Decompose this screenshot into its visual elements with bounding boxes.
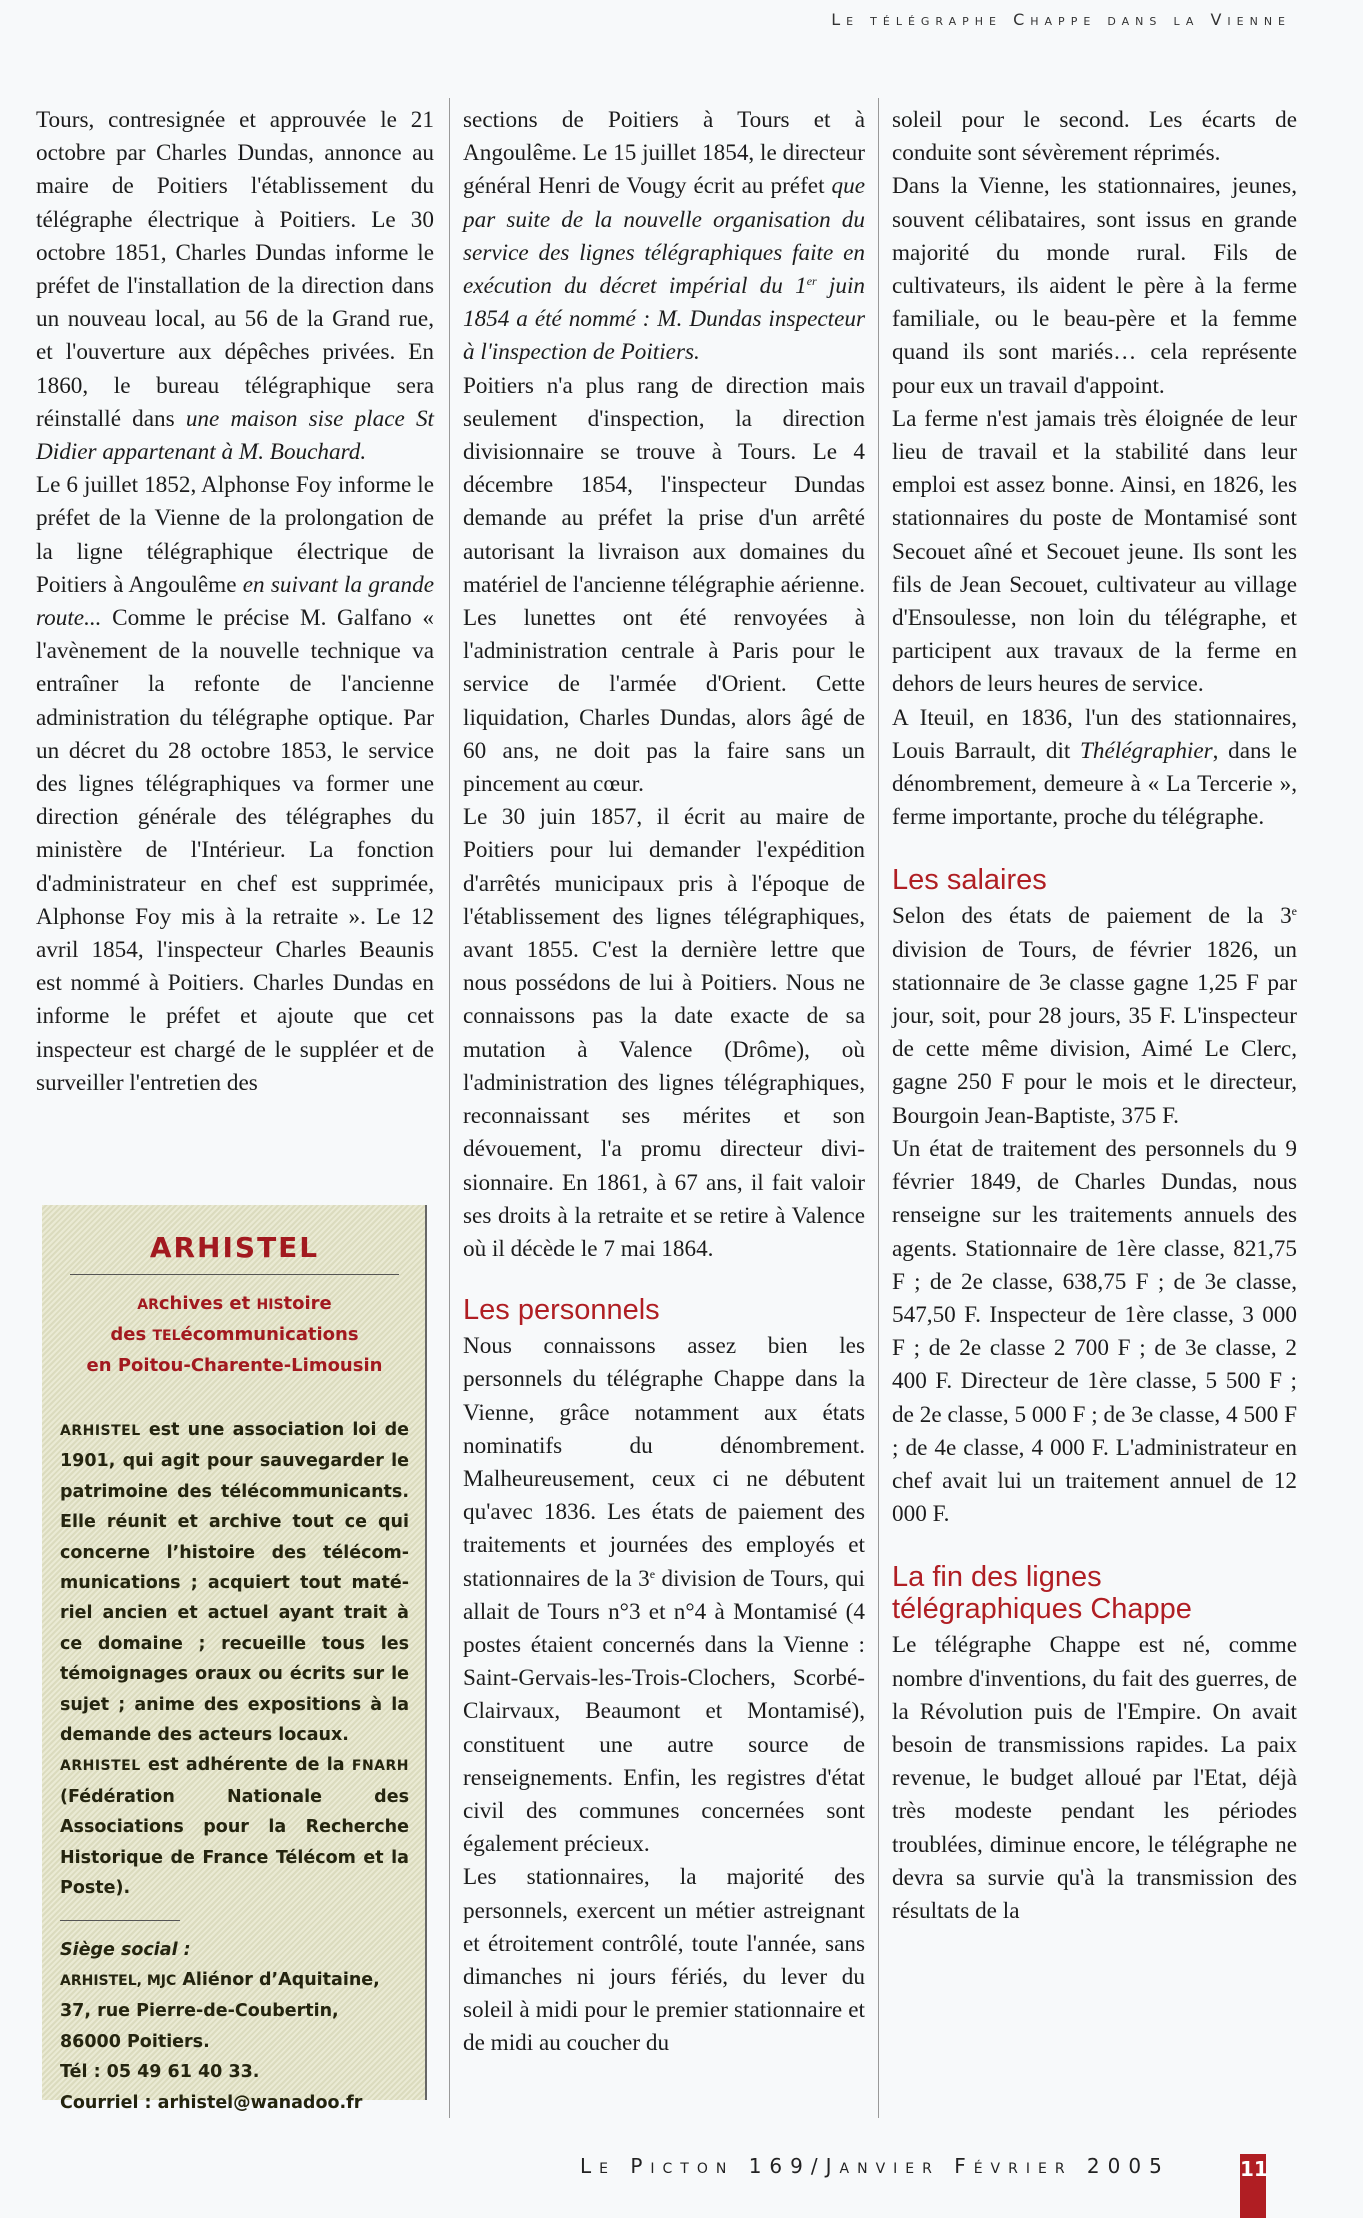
contact-block xyxy=(60,1935,409,2118)
page-number: 11 xyxy=(1240,2154,1266,2218)
paragraph: Dans la Vienne, les stationnaires, jeunes, souvent célibataires, sont issus en grande majorité du monde rural. Fils de cultivateurs, ils aident le père à la ferme familiale, ou le beau-père et la femme quand ils sont mariés… cela représente pour eux un travail d'appoint. xyxy=(892,173,1297,399)
paragraph: Le 6 juillet 1852, Alphonse Foy informe le préfet de la Vienne de la prolongation de la ligne télégraphique électrique de Poitiers à Angoulême en suivant la grande route... Comme le précise M. Galfano « l'avènement de la nouvelle technique va entraîner la refonte de l'ancienne administration du télégraphe optique. Par un décret du 28 octobre 1853, le service des lignes télégraphiques va former une direction générale des télégraphes du ministère de l'Intérieur. La fonction d'administrateur en chef est supprimée, Alphonse Foy mis à la retraite ». Le 12 avril 1854, l'inspecteur Charles Beaunis est nommé à Poitiers. Charles Dundas en informe le préfet et ajoute que cet inspecteur est chargé de le suppléer et de surveiller l'entretien des xyxy=(36,472,435,1096)
article-column-1 xyxy=(36,104,434,1100)
arhistel-info-box xyxy=(42,1205,427,2113)
paragraph: Tours, contresignée et approuvée le 21 octobre par Charles Dundas, annonce au maire de Poitiers l'établissement du télégraphe électrique à Poitiers. Le 30 octobre 1851, Charles Dundas informe le préfet de l'installation de la direction dans un nouveau local, au 56 de la Grand rue, et l'ouverture aux dépêches privées. En 1860, le bureau télégraphique sera réinstallé dans une maison sise place St Didier appartenant à M. Bouchard. xyxy=(36,107,434,466)
contact-address-line: 86000 Poitiers. xyxy=(60,2031,210,2052)
paragraph: Le télégraphe Chappe est né, comme nombre d'inventions, du fait des guerres, de la Révolution puis de l'Empire. On avait besoin de transmissions rapides. La paix revenue, le budget alloué par l'Etat, déjà très modeste pendant les périodes troublées, diminue encore, le télégraphe ne devra sa survie qu'à la transmission des résultats de la xyxy=(892,1632,1297,1924)
box-paragraph: ARHISTEL est adhérente de la FNARH (Fédération Nationale des Associations pour la Recherche Historique de France Télécom et la Poste). xyxy=(60,1755,409,1899)
section-heading-fin-des-lignes: La fin des lignes télégraphiques Chappe xyxy=(892,1561,1192,1626)
paragraph: Poitiers n'a plus rang de direction mais seulement d'inspection, la direction divisionnaire se trouve à Tours. Le 4 décembre 1854, l'inspecteur Dundas demande au préfet la prise d'un arrêté autorisant la livraison aux domaines du matériel de l'ancienne télégraphie aérienne. Les lunettes ont été renvoyées à l'administration centrale à Paris pour le service de l'armée d'Orient. Cette liquidation, Charles Dundas, alors âgé de 60 ans, ne doit pas la faire sans un pincement au cœur. xyxy=(463,372,865,798)
contact-email: Courriel : arhistel@wanadoo.fr xyxy=(60,2092,363,2113)
box-subtitle: ARchives et HIStoire des TELécommunications en Poitou-Charente-Limousin xyxy=(86,1293,383,1376)
section-heading-salaires: Les salaires xyxy=(892,864,1047,897)
contact-address-line: ARHISTEL, MJC Aliénor d’Aquitaine, xyxy=(60,1969,380,1990)
paragraph: Nous connaissons assez bien les personnels du télégraphe Chappe dans la Vienne, grâce notamment aux états nominatifs du dénombrement. Malheureusement, ceux ci ne débutent qu'avec 1836. Les états de paiement des traitements et journées des employés et stationnaires de la 3e division de Tours, qui allait de Tours n°3 et n°4 à Montamisé (4 postes étaient concernés dans la Vienne : Saint-Gervais-les-Trois-Clochers, Scorbé-Clairvaux, Beaumont et Montamisé), constituent une autre source de renseignements. Enfin, les registres d'état civil des communes concernées sont également précieux. xyxy=(463,1333,865,1858)
paragraph: Le 30 juin 1857, il écrit au maire de Poitiers pour lui demander l'expédition d'arrêtés municipaux pris à l'époque de l'établissement des lignes télégraphiques, avant 1855. C'est la dernière lettre que nous possédons de lui à Poitiers. Nous ne connaissons pas la date exacte de sa mutation à Valence (Drôme), où l'administration des lignes télégraphiques, reconnaissant ses mérites et son dévouement, l'a promu directeur divisionnaire. En 1861, à 67 ans, il fait valoir ses droits à la retraite et se retire à Valence où il décède le 7 mai 1864. xyxy=(463,804,865,1262)
contact-address-line: 37, rue Pierre-de-Coubertin, xyxy=(60,2001,339,2022)
quote-italic: en suivant la grande route... xyxy=(36,571,435,632)
box-divider xyxy=(60,1920,180,1921)
column-divider xyxy=(449,98,450,2118)
quote-italic: Thélégraphier xyxy=(1080,737,1213,764)
contact-phone: Tél : 05 49 61 40 33. xyxy=(60,2062,260,2083)
paragraph: soleil pour le second. Les écarts de conduite sont sévèrement réprimés. xyxy=(892,107,1297,167)
box-paragraph: ARHISTEL est une association loi de 1901, qui agit pour sauvegarder le patrimoine des télécommunicants. Elle réunit et archive tout ce qui concerne l’histoire des télécommunications ; acquiert tout matériel ancien et actuel ayant trait à ce domaine ; recueille tous les témoignages oraux ou écrits sur le sujet ; anime des expositions à la demande des acteurs locaux. xyxy=(60,1420,409,1746)
article-column-2 xyxy=(463,104,865,2061)
running-head-title: Le télégraphe Chappe dans la Vienne xyxy=(831,10,1291,29)
footer-publication: Le Picton 169/Janvier Février 2005 xyxy=(580,2154,1170,2178)
quote-italic: une maison sise place St Didier appartenant à M. Bouchard. xyxy=(36,405,434,466)
paragraph: sections de Poitiers à Tours et à Angoulême. Le 15 juillet 1854, le directeur général Henri de Vougy écrit au préfet que par suite de la nouvelle organisation du service des lignes télégraphiques faite en exécution du décret impérial du 1er juin 1854 a été nommé : M. Dundas inspecteur à l'inspection de Poitiers. xyxy=(463,107,866,366)
paragraph: Selon des états de paiement de la 3e division de Tours, de février 1826, un stationnaire de 3e classe gagne 1,25 F par jour, soit, pour 28 jours, 35 F. L'inspecteur de cette même division, Aimé Le Clerc, gagne 250 F pour le mois et le directeur, Bourgoin Jean-Baptiste, 375 F. xyxy=(892,903,1297,1129)
article-column-3 xyxy=(892,104,1297,1928)
paragraph: A Iteuil, en 1836, l'un des stationnaires, Louis Barrault, dit Thélégraphier, dans le dénombrement, demeure à « La Tercerie », ferme importante, proche du télégraphe. xyxy=(892,704,1297,831)
section-heading-personnels: Les personnels xyxy=(463,1294,660,1327)
paragraph: Un état de traitement des personnels du 9 février 1849, de Charles Dundas, nous renseigne sur les traitements annuels des agents. Stationnaire de 1ère classe, 821,75 F ; de 2e classe, 638,75 F ; de 3e classe, 547,50 F. Inspecteur de 1ère classe, 3 000 F ; de 2e classe 2 700 F ; de 3e classe, 2 400 F. Directeur de 1ère classe, 5 500 F ; de 2e classe, 5 000 F ; de 3e classe, 4 500 F ; de 4e classe, 4 000 F. L'administrateur en chef avait lui un traitement annuel de 12 000 F. xyxy=(892,1135,1297,1528)
contact-label: Siège social : xyxy=(60,1939,191,1960)
column-divider xyxy=(878,98,879,2118)
quote-italic: que par suite de la nouvelle organisation du service des lignes télégraphiques faite en exécution du décret impérial du 1er juin 1854 a été nommé : M. Dundas inspecteur à l'inspection de Poitiers. xyxy=(463,173,866,366)
box-title: ARHISTEL xyxy=(149,1231,320,1264)
paragraph: La ferme n'est jamais très éloignée de leur lieu de travail et la stabilité dans leur emploi est assez bonne. Ainsi, en 1826, les stationnaires du poste de Montamisé sont Secouet aîné et Secouet jeune. Ils sont les fils de Jean Secouet, cultivateur au village d'Ensoulesse, non loin du télégraphe, et participent aux travaux de la ferme en dehors de leurs heures de service. xyxy=(892,405,1297,698)
box-divider xyxy=(70,1274,399,1275)
paragraph: Les stationnaires, la majorité des personnels, exercent un métier astreignant et étroitement contrôlé, toute l'année, sans dimanches ni jours fériés, du lever du soleil à midi pour le premier stationnaire et de midi au coucher du xyxy=(463,1864,865,2057)
